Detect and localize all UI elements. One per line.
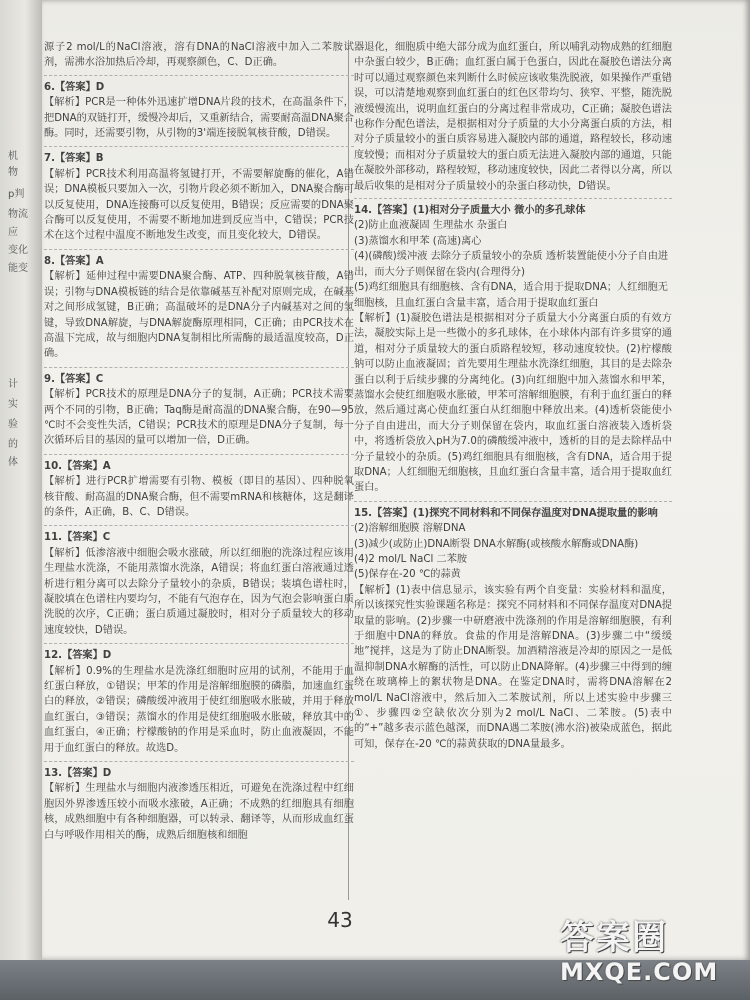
answer-item-14 — [354, 203, 672, 496]
analysis-text: 【解析】(1)凝胶色谱法是根据相对分子质量大小分离蛋白质的有效方法，凝胶实际上是一些微小的多孔球体，在小球体内部有许多贯穿的通道，相对分子质量较大的蛋白质路程较短，移动速度较快。(2)柠檬酸钠可以防止血液凝固；首先要用生理盐水洗涤红细胞，其目的是去除杂蛋白以利于后续步骤的分离纯化。(3)向红细胞中加入蒸馏水和甲苯，蒸馏水会使红细胞吸水胀破，甲苯可溶解细胞膜，有利于血红蛋白的释放，然后通过离心使血红蛋白从红细胞中释放出来。(4)透析袋能使小分子自由进出，而大分子则保留在袋内，取血红蛋白溶液装入透析袋中，将透析袋放入pH为7.0的磷酸缓冲液中，透析的目的是去除样品中分子量较小的杂质。(5)鸡红细胞具有细胞核，含有DNA，适合用于提取DNA；人红细胞无细胞核，且血红蛋白含量丰富，适合用于提取血红蛋白。 — [354, 312, 672, 494]
item-number: 12. — [44, 650, 63, 662]
margin-fragment: 变化 — [8, 245, 28, 256]
answer-line: (2)防止血液凝固 生理盐水 杂蛋白 — [354, 220, 508, 232]
page-number: 43 — [327, 908, 353, 932]
item-number: 13. — [44, 768, 63, 780]
separator — [44, 525, 354, 526]
answer-label: 【答案】C — [62, 532, 111, 544]
answer-line: (5)保存在-20 ℃的蒜黄 — [354, 569, 461, 581]
answer-line: (4)(磷酸)缓冲液 去除分子质量较小的杂质 透析装置能使小分子自由进出，而大分子则保留在袋内(合理得分) — [354, 251, 669, 278]
analysis-text: 【解析】生理盐水与细胞内液渗透压相近，可避免在洗涤过程中红细胞因外界渗透压较小而吸水涨破，A正确；不成熟的红细胞具有细胞核，成熟细胞中有各种细胞器，可以转录、翻译等，从而形成血红蛋白与呼吸作用相关的酶，成熟后细胞核和细胞 — [44, 783, 354, 841]
margin-fragment: 能变 — [8, 263, 28, 274]
item-number: 6. — [44, 81, 55, 93]
separator — [44, 643, 354, 644]
left-column — [44, 40, 354, 848]
analysis-text: 【解析】延伸过程中需要DNA聚合酶、ATP、四种脱氧核苷酸，A错误；引物与DNA模板链的结合是依靠碱基互补配对原则完成，在碱基对之间形成氢键，B正确；高温破坏的是DNA分子内碱基对之间的氢键，导致DNA解旋，与DNA解旋酶原理相同，C正确；由PCR技术在高温下完成，故与细胞内DNA复制相比所需酶的最适温度较高，D正确。 — [44, 271, 354, 360]
item-number: 9. — [44, 373, 55, 385]
answer-item-11 — [44, 530, 354, 638]
answer-item-12 — [44, 648, 354, 756]
margin-fragment: 计 — [8, 379, 18, 390]
margin-fragment: 机 — [8, 151, 18, 162]
analysis-text: 【解析】(1)表中信息显示，该实验有两个自变量：实验材料和温度，所以该探究性实验课题名称是：探究不同材料和不同保存温度对DNA提取量的影响。(2)步骤一中研磨液中洗涤剂的作用是溶解细胞膜，有利于细胞中DNA的释放。食盐的作用是溶解DNA。(3)步骤二中“缓缓地”搅拌，这是为了防止DNA断裂。加酒精溶液是冷却的原因之一是低温抑制DNA水解酶的活性，可以防止DNA降解。(4)步骤三中得到的缠绕在玻璃棒上的絮状物是DNA。在鉴定DNA时，需将DNA溶解在2 mol/L NaCl溶液中，然后加入二苯胺试剂，所以上述实验中步骤三①、步骤四②空缺依次分别为2 mol/L NaCl、二苯胺。(5)表中的“+”越多表示蓝色越深，而DNA遇二苯胺(沸水浴)被染成蓝色，据此可知，保存在-20 ℃的蒜黄获取的DNA量最多。 — [354, 584, 672, 750]
separator — [44, 249, 354, 250]
watermark-title: 答案圈 — [560, 918, 668, 958]
answer-item-7 — [44, 151, 354, 243]
analysis-text: 【解析】低渗溶液中细胞会吸水涨破，所以红细胞的洗涤过程应该用生理盐水洗涤，不能用蒸馏水洗涤，A错误；将血红蛋白溶液通过透析进行粗分离可以去除分子量较小的杂质，B错误；装填色谱柱时，凝胶填在色谱柱内要均匀，不能有气泡存在，因为气泡会影响蛋白质洗脱的次序，C正确；蛋白质通过凝胶时，相对分子质量较大的移动速度较快，D错误。 — [44, 547, 354, 636]
answer-item-13 — [44, 766, 354, 843]
analysis-text: 【解析】PCR是一种体外迅速扩增DNA片段的技术，在高温条件下，把DNA的双链打开，缓慢冷却后，又重新结合，需要耐高温DNA聚合酶。同时，还需要引物，从引物的3'端连接脱氧核苷酸，D错误。 — [44, 97, 354, 140]
separator — [354, 501, 672, 502]
answer-item-9 — [44, 372, 354, 449]
analysis-text: 【解析】进行PCR扩增需要有引物、模板（即目的基因）、四种脱氧核苷酸、耐高温的DNA聚合酶，但不需要mRNA和核糖体，这是翻译的条件，A正确，B、C、D错误。 — [44, 476, 354, 518]
margin-fragment: 物流 — [8, 209, 28, 220]
item-number: 10. — [44, 460, 63, 472]
answer-label: 【答案】D — [54, 81, 105, 93]
item-number: 7. — [44, 153, 55, 165]
answer-label: 【答案】A — [62, 460, 111, 472]
answer-line: (3)减少(或防止)DNA断裂 DNA水解酶(或核酸水解酶或DNA酶) — [354, 538, 639, 550]
answer-label: 【答案】D — [62, 768, 112, 780]
item-number: 8. — [44, 255, 55, 267]
analysis-text: 【解析】PCR技术的原理是DNA分子的复制，A正确；PCR技术需要两个不同的引物，B正确；Taq酶是耐高温的DNA聚合酶，在90—95 ℃时不会变性失活，C错误；PCR技术的原理是DNA分子复制，每一次循环后目的基因的量可以增加一倍，D正确。 — [44, 389, 354, 447]
analysis-text: 【解析】0.9%的生理盐水是洗涤红细胞时应用的试剂，不能用于血红蛋白释放，①错误；甲苯的作用是溶解细胞膜的磷脂，加速血红蛋白的释放，②错误；磷酸缓冲液用于使红细胞吸水胀破，并用于释放血红蛋白，③错误；蒸馏水的作用是使红细胞吸水胀破，释放其中的血红蛋白，④正确；柠檬酸钠的作用是采血时，防止血液凝固，不能用于血红蛋白的释放。故选D。 — [44, 665, 354, 754]
item-number: 11. — [44, 532, 63, 544]
margin-fragment: 体 — [8, 457, 18, 468]
separator — [44, 454, 354, 455]
answer-item-10 — [44, 459, 354, 521]
answer-item-8 — [44, 254, 354, 362]
answer-line: 14.【答案】(1)相对分子质量大小 微小的多孔球体 — [354, 205, 586, 217]
answer-line: (5)鸡红细胞具有细胞核、含有DNA，适合用于提取DNA；人红细胞无细胞核，且血红蛋白含量丰富，适合用于提取血红蛋白 — [354, 282, 668, 309]
watermark-url: MXQE.COM — [560, 958, 719, 986]
margin-fragment: 的 — [8, 439, 18, 450]
margin-fragment: 应 — [8, 227, 18, 238]
intro-paragraph: 源子2 mol/L的NaCl溶液，溶有DNA的NaCl溶液中加入二苯胺试剂，需沸水浴加热后冷却，再观察颜色，C、D正确。 — [44, 42, 354, 69]
answer-item-6 — [44, 80, 354, 142]
margin-fragment: 物 — [8, 167, 18, 178]
answer-label: 【答案】C — [54, 373, 104, 385]
separator — [44, 761, 354, 762]
analysis-text: 【解析】PCR技术利用高温将氢键打开，不需要解旋酶的催化，A错误；DNA模板只要加入一次，引物片段必须不断加入，DNA聚合酶可以反复使用，DNA连接酶可以反复使用，B错误；反应需要的DNA聚合酶可以反复使用，不需要不断地加进到反应当中，C错误；PCR技术在这个过程中温度不断地发生改变，而且变化较大，D错误。 — [44, 168, 354, 242]
answer-item-15 — [354, 506, 672, 753]
separator — [44, 146, 354, 147]
continuation-paragraph: 器退化，细胞质中绝大部分成为血红蛋白，所以哺乳动物成熟的红细胞中杂蛋白较少，B正确；血红蛋白属于色蛋白，因此在凝胶色谱法分离时可以通过观察颜色来判断什么时候应该收集洗脱液，如果操作严重错误，可以清楚地观察到血红蛋白的红色区带均匀、狭窄、平整，随洗脱液缓慢流出，说明血红蛋白的分离过程非常成功，C正确；凝胶色谱法也称作分配色谱法，是根据相对分子质量的大小分离蛋白质的方法，相对分子质量较小的蛋白质容易进入凝胶内部的通道，路程较长，移动速度较慢；而相对分子质量较大的蛋白质无法进入凝胶内部的通道，只能在凝胶外部移动，路程较短，移动速度较快，因此二者得以分离，所以最后收集的是相对分子质量较小的杂蛋白移动快，D错误。 — [354, 42, 672, 192]
answer-line: (3)蒸馏水和甲苯 (高速)离心 — [354, 235, 482, 247]
answer-label: 【答案】D — [62, 650, 112, 662]
separator — [44, 367, 354, 368]
separator — [44, 75, 354, 76]
answer-label: 【答案】A — [54, 255, 104, 267]
margin-fragment: p判 — [8, 189, 25, 200]
answer-line: (4)2 mol/L NaCl 二苯胺 — [354, 554, 468, 565]
answer-label: 【答案】B — [54, 153, 104, 165]
answer-line: 15.【答案】(1)探究不同材料和不同保存温度对DNA提取量的影响 — [354, 507, 658, 519]
right-column — [354, 40, 672, 757]
separator — [354, 198, 672, 199]
adjacent-page-edge — [0, 0, 42, 1000]
answer-line: (2)溶解细胞膜 溶解DNA — [354, 523, 466, 535]
margin-fragment: 实 — [8, 399, 18, 410]
site-watermark-logo — [560, 918, 740, 994]
margin-fragment: 验 — [8, 419, 18, 430]
